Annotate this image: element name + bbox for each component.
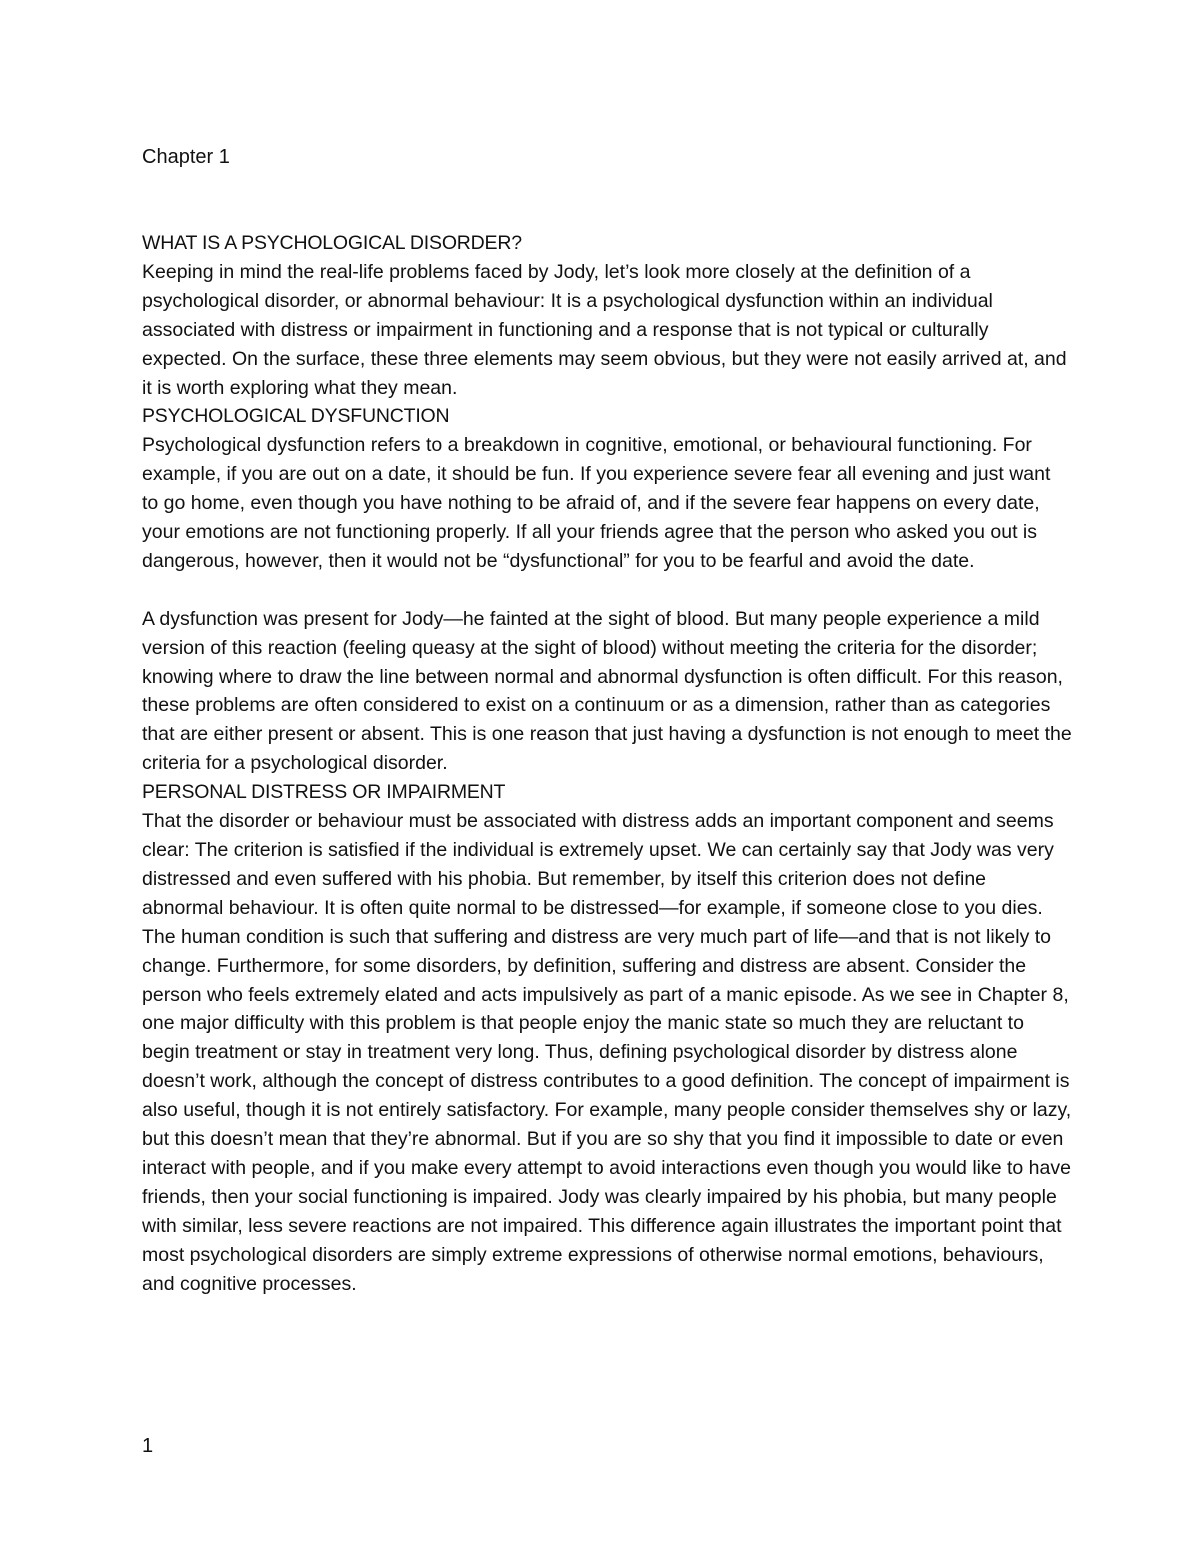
body-paragraph: Psychological dysfunction refers to a breakdown in cognitive, emotional, or behavioural functioning. For example, if you are out on a date, it should be fun. If you experience severe fear all evening and just want to go home, even though you have nothing to be afraid of, and if the severe fear happens on every date, your emotions are not functioning properly. If all your friends agree that the person who asked you out is dangerous, however, then it would not be “dysfunctional” for you to be fearful and avoid the date. — [142, 434, 1051, 572]
section-heading: WHAT IS A PSYCHOLOGICAL DISORDER? — [142, 232, 522, 254]
chapter-title: Chapter 1 — [142, 146, 230, 168]
paragraph-spacer — [142, 576, 1072, 605]
body-paragraph: A dysfunction was present for Jody—he fainted at the sight of blood. But many people experience a mild version of this reaction (feeling queasy at the sight of blood) without meeting the criteria for the disorder; knowing where to draw the line between normal and abnormal dysfunction is often difficult. For this reason, these problems are often considered to exist on a continuum or as a dimension, rather than as categories that are either present or absent. This is one reason that just having a dysfunction is not enough to meet the criteria for a psychological disorder. — [142, 607, 1072, 775]
section-heading: PERSONAL DISTRESS OR IMPAIRMENT — [142, 781, 506, 804]
section-heading: PSYCHOLOGICAL DYSFUNCTION — [142, 405, 450, 428]
body-paragraph: That the disorder or behaviour must be associated with distress adds an important component and seems clear: The criterion is satisfied if the individual is extremely upset. We can certainly say that Jody was very distressed and even suffered with his phobia. But remember, by itself this criterion does not define abnormal behaviour. It is often quite normal to be distressed—for example, if someone close to you dies. The human condition is such that suffering and distress are very much part of life—and that is not likely to change. Furthermore, for some disorders, by definition, suffering and distress are absent. Consider the person who feels extremely elated and acts impulsively as part of a manic episode. As we see in Chapter 8, one major difficulty with this problem is that people enjoy the manic state so much they are reluctant to begin treatment or stay in treatment very long. Thus, defining psychological disorder by distress alone doesn’t work, although the concept of distress contributes to a good definition. The concept of impairment is also useful, though it is not entirely satisfactory. For example, many people consider themselves shy or lazy, but this doesn’t mean that they’re abnormal. But if you are so shy that you find it impossible to date or even interact with people, and if you make every attempt to avoid interactions even though you would like to have friends, then your social functioning is impaired. Jody was clearly impaired by his phobia, but many people with similar, less severe reactions are not impaired. This difference again illustrates the important point that most psychological disorders are simply extreme expressions of otherwise normal emotions, behaviours, and cognitive processes. — [142, 810, 1072, 1295]
document-body — [142, 229, 1072, 1299]
page-number: 1 — [142, 1435, 154, 1457]
body-paragraph: Keeping in mind the real-life problems faced by Jody, let’s look more closely at the definition of a psychological disorder, or abnormal behaviour: It is a psychological dysfunction within an individual associated with distress or impairment in functioning and a response that is not typical or culturally expected. On the surface, these three elements may seem obvious, but they were not easily arrived at, and it is worth exploring what they mean. — [142, 260, 1067, 399]
